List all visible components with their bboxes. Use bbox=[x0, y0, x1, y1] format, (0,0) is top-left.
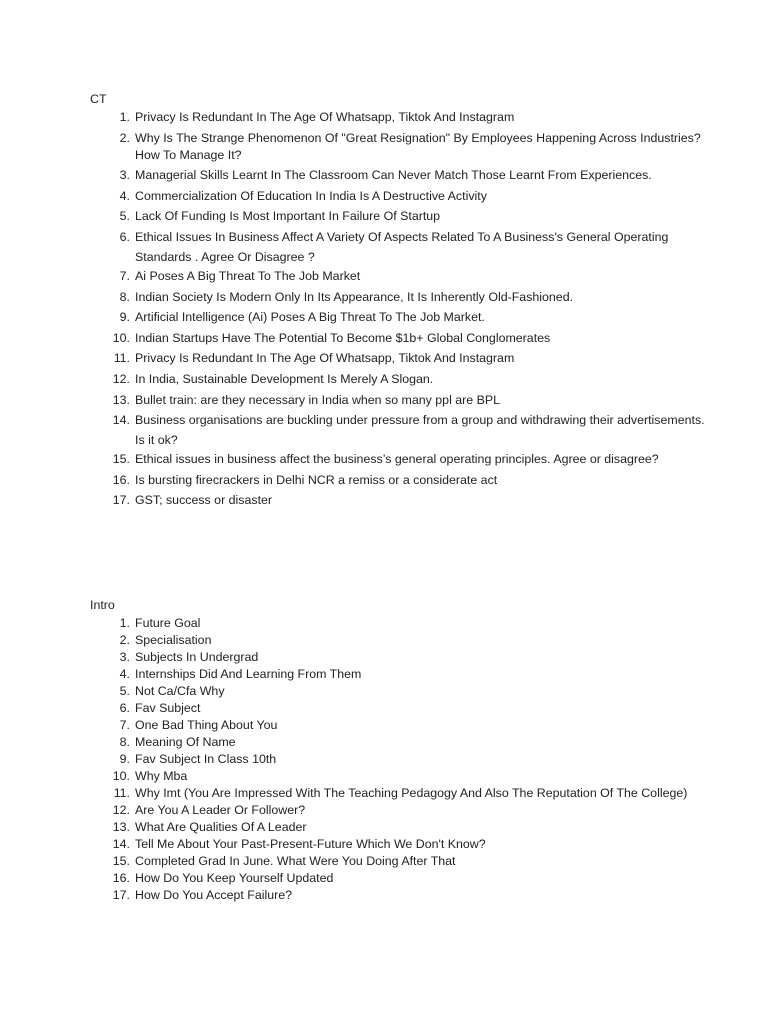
item-text: Indian Startups Have The Potential To Become $1b+ Global Conglomerates bbox=[135, 330, 551, 345]
item-text: How Do You Accept Failure? bbox=[135, 888, 293, 902]
intro-heading: Intro bbox=[90, 598, 115, 612]
item-text: Tell Me About Your Past-Present-Future Which We Don't Know? bbox=[135, 837, 486, 851]
item-number: 11. bbox=[113, 786, 130, 800]
item-number: 15. bbox=[112, 854, 130, 868]
list-item bbox=[90, 768, 708, 785]
item-number: 2. bbox=[119, 633, 130, 647]
item-number: 4. bbox=[119, 188, 130, 203]
list-item bbox=[90, 289, 708, 306]
item-text: Lack Of Funding Is Most Important In Failure Of Startup bbox=[135, 209, 441, 224]
list-item bbox=[90, 836, 708, 853]
list-item bbox=[90, 819, 708, 836]
list-item bbox=[90, 683, 708, 700]
item-text: How Do You Keep Yourself Updated bbox=[135, 871, 334, 885]
item-text: Why Is The Strange Phenomenon Of "Great Resignation" By Employees Happening Across Industries? How To Manage It? bbox=[135, 130, 701, 162]
item-text: Ethical Issues In Business Affect A Variety Of Aspects Related To A Business's General Operating Standards . Agree Or Disagree ? bbox=[135, 229, 669, 264]
item-text: GST; success or disaster bbox=[135, 493, 273, 508]
item-number: 15. bbox=[112, 452, 130, 467]
item-text: Not Ca/Cfa Why bbox=[135, 684, 225, 698]
item-text: Why Mba bbox=[135, 769, 188, 783]
item-number: 17. bbox=[112, 493, 130, 508]
item-text: Fav Subject In Class 10th bbox=[135, 752, 277, 766]
list-item bbox=[90, 853, 708, 870]
item-number: 5. bbox=[119, 684, 130, 698]
item-text: Future Goal bbox=[135, 616, 201, 630]
item-text: Indian Society Is Modern Only In Its Appearance, It Is Inherently Old-Fashioned. bbox=[135, 289, 574, 304]
item-text: Commercialization Of Education In India Is A Destructive Activity bbox=[135, 188, 487, 203]
item-text: Completed Grad In June. What Were You Doing After That bbox=[135, 854, 456, 868]
list-item bbox=[90, 451, 708, 468]
list-item bbox=[90, 615, 708, 632]
list-item bbox=[90, 649, 708, 666]
item-text: What Are Qualities Of A Leader bbox=[135, 820, 307, 834]
item-number: 10. bbox=[112, 769, 130, 783]
item-text: Why Imt (You Are Impressed With The Teaching Pedagogy And Also The Reputation Of The College) bbox=[135, 786, 688, 800]
item-number: 4. bbox=[119, 667, 130, 681]
list-item bbox=[90, 330, 708, 347]
item-text: Subjects In Undergrad bbox=[135, 650, 259, 664]
item-number: 13. bbox=[112, 820, 130, 834]
item-text: Specialisation bbox=[135, 633, 212, 647]
list-item bbox=[90, 632, 708, 649]
item-number: 10. bbox=[112, 330, 130, 345]
list-item bbox=[90, 130, 708, 164]
item-number: 14. bbox=[112, 837, 130, 851]
item-text: Are You A Leader Or Follower? bbox=[135, 803, 306, 817]
item-number: 9. bbox=[119, 752, 130, 766]
list-item bbox=[90, 392, 708, 409]
item-number: 17. bbox=[112, 888, 130, 902]
list-item bbox=[90, 734, 708, 751]
item-number: 8. bbox=[119, 735, 130, 749]
list-item bbox=[90, 785, 708, 802]
list-item bbox=[90, 700, 708, 717]
list-item bbox=[90, 109, 708, 126]
list-item bbox=[90, 268, 708, 285]
list-item bbox=[90, 371, 708, 388]
item-number: 7. bbox=[119, 268, 130, 283]
item-text: In India, Sustainable Development Is Merely A Slogan. bbox=[135, 371, 434, 386]
list-item bbox=[90, 188, 708, 205]
list-item bbox=[90, 227, 708, 267]
list-item bbox=[90, 309, 708, 326]
item-text: Business organisations are buckling under pressure from a group and withdrawing their advertisements. Is it ok? bbox=[135, 413, 705, 448]
item-text: Privacy Is Redundant In The Age Of Whatsapp, Tiktok And Instagram bbox=[135, 110, 515, 124]
list-item bbox=[90, 717, 708, 734]
item-number: 7. bbox=[119, 718, 130, 732]
item-number: 12. bbox=[112, 803, 130, 817]
item-text: Privacy Is Redundant In The Age Of Whatsapp, Tiktok And Instagram bbox=[135, 351, 515, 366]
item-number: 3. bbox=[119, 650, 130, 664]
item-text: Fav Subject bbox=[135, 701, 201, 715]
item-text: Ai Poses A Big Threat To The Job Market bbox=[135, 268, 361, 283]
item-number: 6. bbox=[119, 701, 130, 715]
item-number: 3. bbox=[119, 168, 130, 183]
list-item bbox=[90, 208, 708, 225]
item-number: 11. bbox=[113, 351, 130, 366]
intro-question-list bbox=[90, 615, 708, 904]
ct-section bbox=[90, 91, 708, 513]
item-number: 14. bbox=[112, 413, 130, 428]
item-number: 1. bbox=[119, 110, 130, 124]
list-item bbox=[90, 666, 708, 683]
list-item bbox=[90, 492, 708, 509]
item-text: Internships Did And Learning From Them bbox=[135, 667, 362, 681]
item-number: 2. bbox=[119, 130, 130, 145]
item-number: 5. bbox=[119, 209, 130, 224]
list-item bbox=[90, 802, 708, 819]
ct-topic-list bbox=[90, 109, 708, 509]
list-item bbox=[90, 350, 708, 367]
item-number: 6. bbox=[119, 229, 130, 244]
intro-section bbox=[90, 597, 708, 904]
list-item bbox=[90, 410, 708, 450]
list-item bbox=[90, 887, 708, 904]
ct-heading: CT bbox=[90, 92, 107, 106]
item-text: Meaning Of Name bbox=[135, 735, 236, 749]
item-number: 1. bbox=[119, 616, 130, 630]
item-text: Artificial Intelligence (Ai) Poses A Big Threat To The Job Market. bbox=[135, 310, 485, 325]
list-item bbox=[90, 167, 708, 184]
item-text: Is bursting firecrackers in Delhi NCR a remiss or a considerate act bbox=[135, 472, 498, 487]
item-number: 8. bbox=[119, 289, 130, 304]
item-text: Ethical issues in business affect the business’s general operating principles. Agree or disagree? bbox=[135, 452, 659, 467]
list-item bbox=[90, 751, 708, 768]
item-number: 13. bbox=[112, 392, 130, 407]
item-text: Managerial Skills Learnt In The Classroom Can Never Match Those Learnt From Experiences. bbox=[135, 168, 652, 183]
item-number: 16. bbox=[112, 871, 130, 885]
list-item bbox=[90, 870, 708, 887]
item-number: 16. bbox=[112, 472, 130, 487]
list-item bbox=[90, 472, 708, 489]
item-number: 12. bbox=[112, 371, 130, 386]
item-number: 9. bbox=[119, 310, 130, 325]
item-text: Bullet train: are they necessary in India when so many ppl are BPL bbox=[135, 392, 501, 407]
item-text: One Bad Thing About You bbox=[135, 718, 278, 732]
